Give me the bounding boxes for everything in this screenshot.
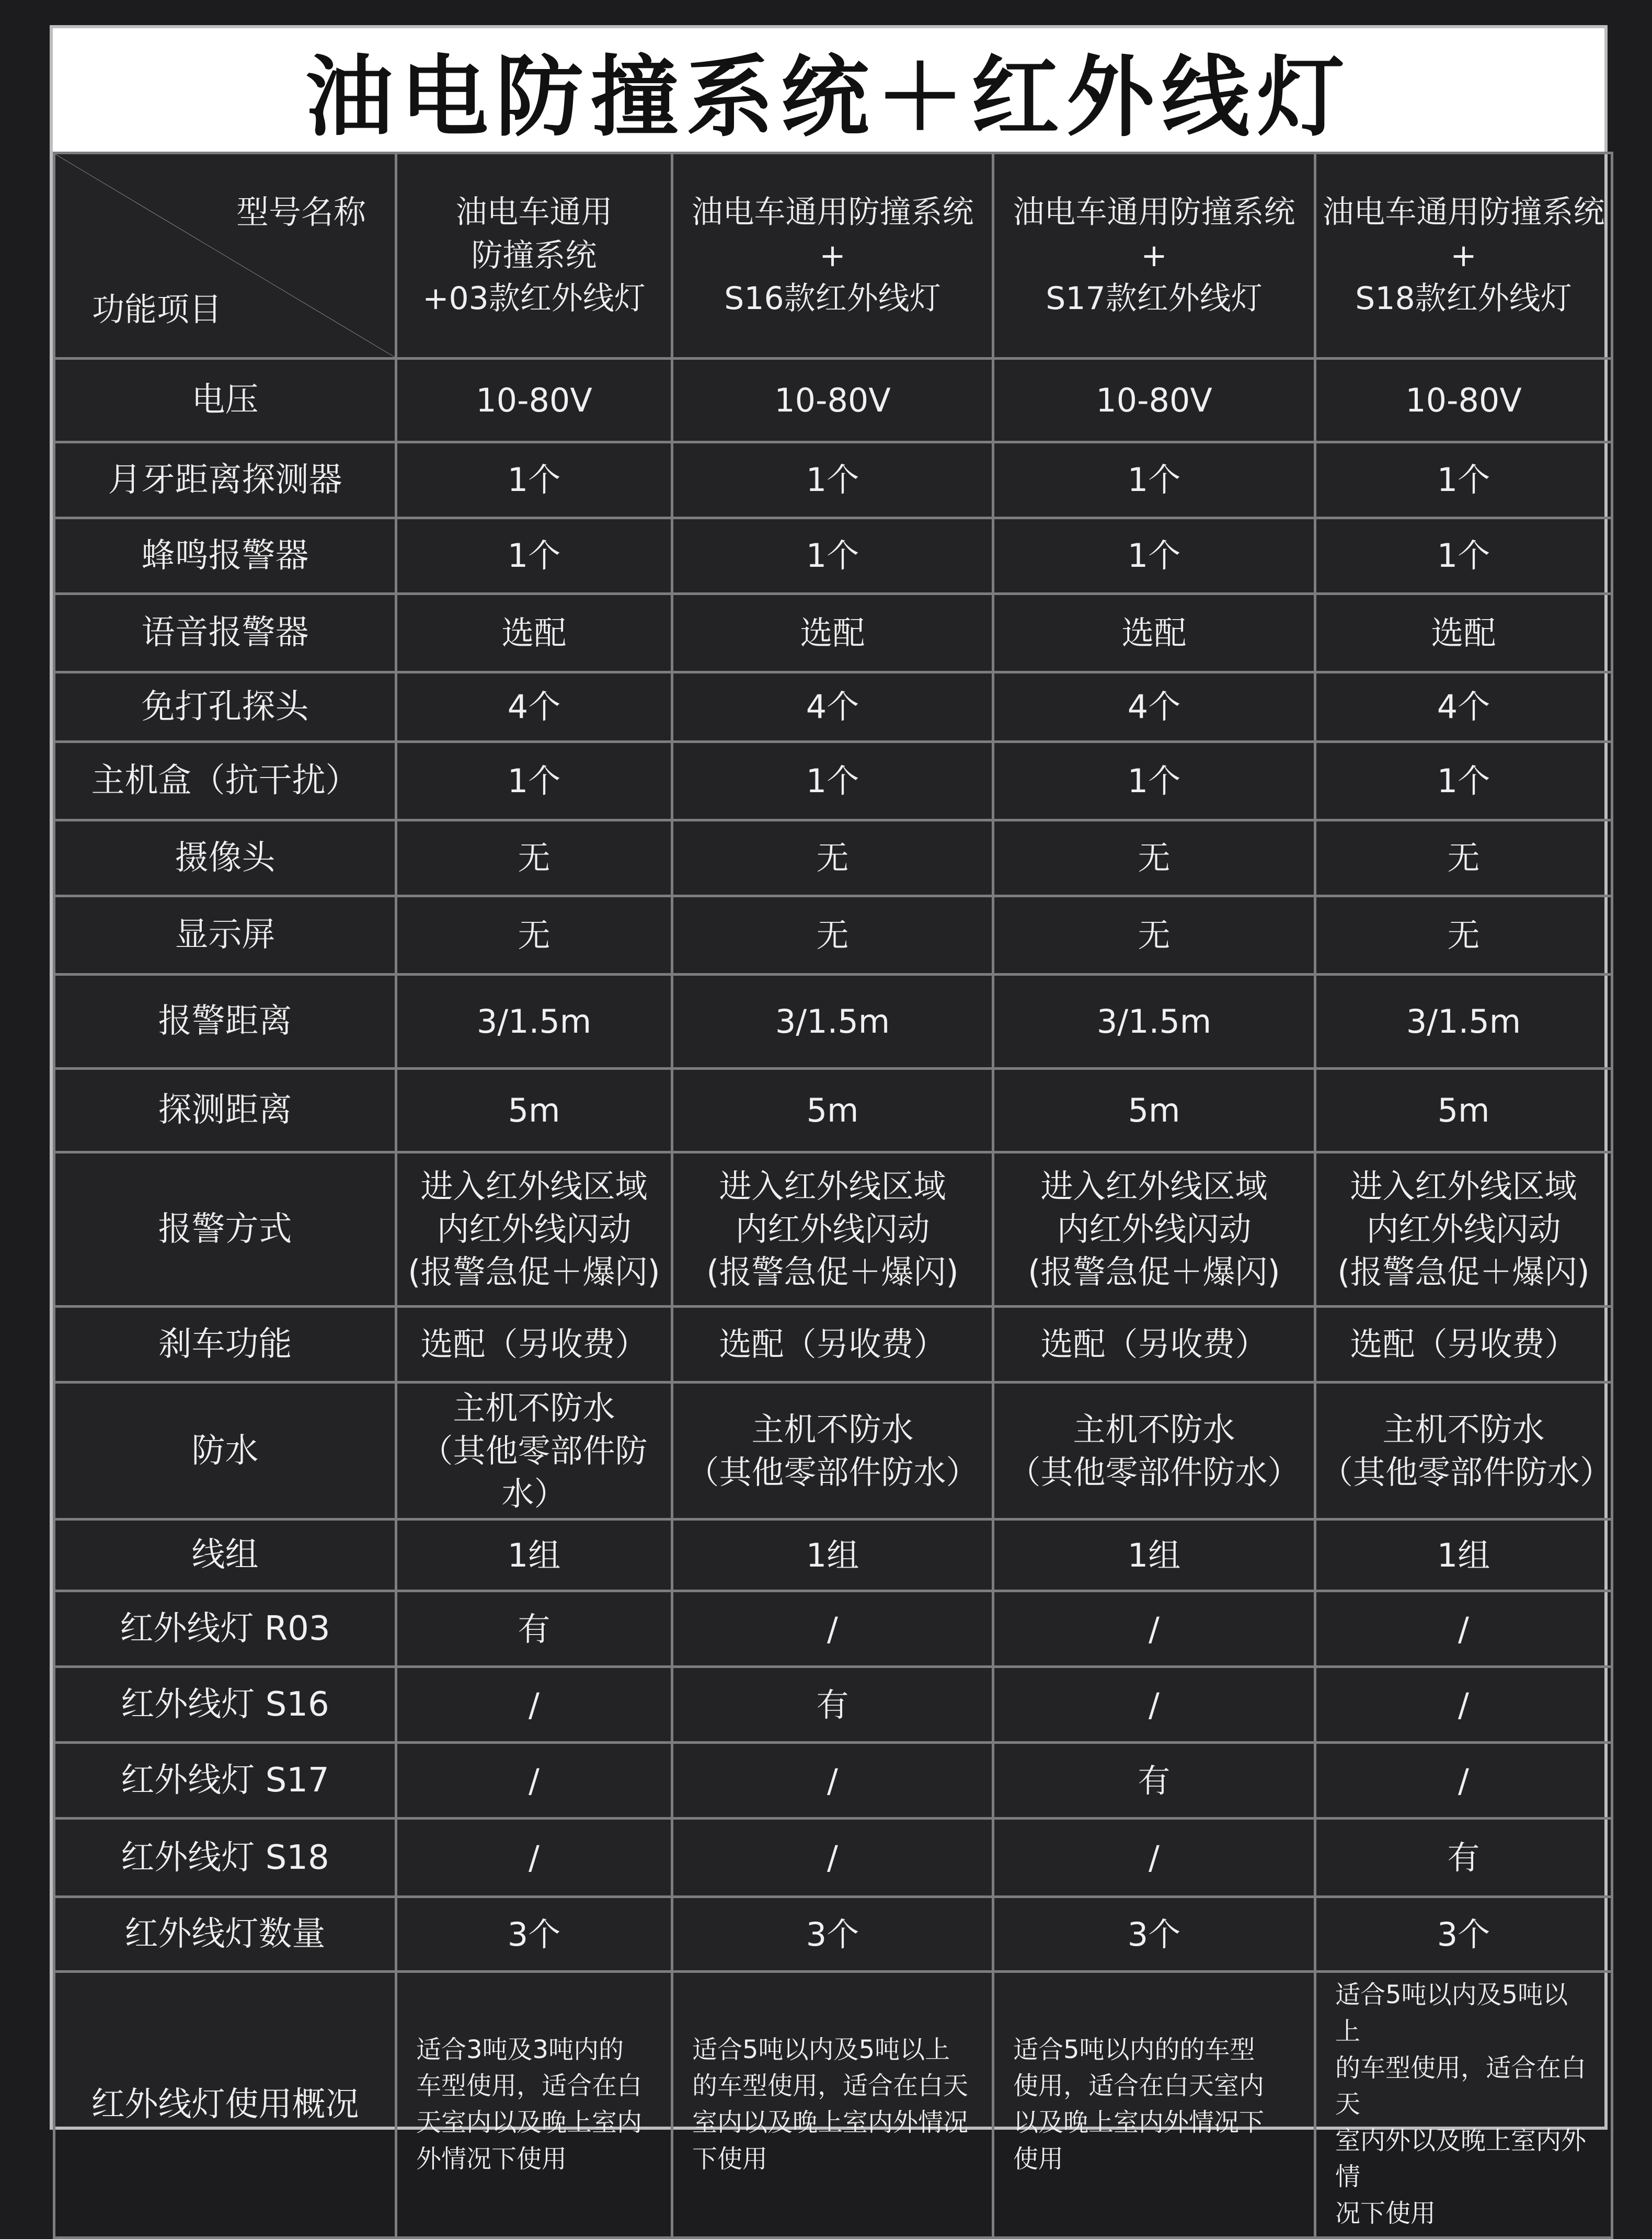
table-cell: 选配 xyxy=(396,594,672,672)
model-line: + xyxy=(1450,237,1477,274)
row-label: 主机盒（抗干扰） xyxy=(54,742,396,820)
table-cell: 10-80V xyxy=(672,359,993,442)
table-cell: 1组 xyxy=(993,1520,1315,1591)
table-cell: 1个 xyxy=(993,442,1315,518)
table-cell: 无 xyxy=(396,820,672,896)
table-cell xyxy=(396,1972,672,2237)
title-bar xyxy=(53,28,1604,152)
cell-line: 使用 xyxy=(1013,2144,1064,2174)
table-cell: / xyxy=(396,1743,672,1819)
table-cell: 1个 xyxy=(672,442,993,518)
cell-line: 内红外线闪动 xyxy=(437,1210,632,1249)
table-cell: 5m xyxy=(396,1069,672,1152)
corner-cell xyxy=(54,153,396,359)
spec-table xyxy=(53,152,1613,2239)
cell-line: 使用，适合在白天室内 xyxy=(1013,2071,1265,2101)
model-line: +03款红外线灯 xyxy=(422,280,646,317)
table-cell: 有 xyxy=(993,1743,1315,1819)
table-row xyxy=(54,1972,1612,2237)
cell-line: 车型使用，适合在白 xyxy=(416,2071,643,2101)
table-row xyxy=(54,359,1612,442)
row-label: 蜂鸣报警器 xyxy=(54,518,396,594)
row-label: 报警方式 xyxy=(54,1152,396,1307)
table-cell: 1组 xyxy=(672,1520,993,1591)
table-cell: 1组 xyxy=(1315,1520,1612,1591)
table-row xyxy=(54,1152,1612,1307)
table-cell: 选配（另收费） xyxy=(1315,1307,1612,1383)
table-cell: 4个 xyxy=(396,672,672,742)
model-line: + xyxy=(819,237,846,274)
model-line: + xyxy=(1141,237,1167,274)
cell-line: 进入红外线区域 xyxy=(1040,1167,1268,1206)
table-cell xyxy=(1315,1152,1612,1307)
table-cell: 3个 xyxy=(396,1897,672,1972)
row-label: 语音报警器 xyxy=(54,594,396,672)
model-line: S18款红外线灯 xyxy=(1355,280,1572,317)
table-cell: 1个 xyxy=(396,742,672,820)
table-cell xyxy=(672,1383,993,1520)
cell-line: 适合5吨以内及5吨以上 xyxy=(1335,1980,1568,2047)
model-header xyxy=(1315,153,1612,359)
table-cell xyxy=(672,1972,993,2237)
row-label: 线组 xyxy=(54,1520,396,1591)
table-cell: 3/1.5m xyxy=(396,975,672,1069)
table-row xyxy=(54,1383,1612,1520)
row-label: 红外线灯 S17 xyxy=(54,1743,396,1819)
table-cell: / xyxy=(993,1591,1315,1667)
table-row xyxy=(54,820,1612,896)
cell-line: 主机不防水 xyxy=(1382,1410,1545,1448)
table-cell: 5m xyxy=(672,1069,993,1152)
model-line: 油电车通用防撞系统 xyxy=(1013,193,1295,231)
table-row xyxy=(54,1743,1612,1819)
cell-line: 外情况下使用 xyxy=(416,2144,567,2174)
table-cell: 1个 xyxy=(672,742,993,820)
cell-line: 进入红外线区域 xyxy=(420,1167,648,1206)
row-label: 红外线灯数量 xyxy=(54,1897,396,1972)
table-cell: 1个 xyxy=(993,742,1315,820)
table-cell xyxy=(993,1972,1315,2237)
table-row xyxy=(54,1520,1612,1591)
cell-line: 的车型使用，适合在白天 xyxy=(1335,2053,1587,2119)
table-cell: 5m xyxy=(993,1069,1315,1152)
table-cell: 选配（另收费） xyxy=(396,1307,672,1383)
cell-line: 况下使用 xyxy=(1335,2199,1436,2229)
model-header xyxy=(396,153,672,359)
table-cell: 4个 xyxy=(672,672,993,742)
model-line: S17款红外线灯 xyxy=(1046,280,1263,317)
table-cell: 3个 xyxy=(1315,1897,1612,1972)
header-row xyxy=(54,153,1612,359)
table-cell: 无 xyxy=(1315,820,1612,896)
table-row xyxy=(54,1667,1612,1743)
cell-line: 适合3吨及3吨内的 xyxy=(416,2035,624,2064)
table-row xyxy=(54,975,1612,1069)
cell-line: （其他零部件防水） xyxy=(420,1431,648,1513)
table-cell: 3/1.5m xyxy=(672,975,993,1069)
row-label: 报警距离 xyxy=(54,975,396,1069)
cell-line: 以及晚上室内外情况下 xyxy=(1013,2108,1265,2138)
table-cell: 3个 xyxy=(672,1897,993,1972)
model-line: 油电车通用 xyxy=(455,193,613,231)
table-cell: 选配 xyxy=(993,594,1315,672)
corner-bottom-label: 功能项目 xyxy=(92,290,222,329)
cell-line: 内红外线闪动 xyxy=(1057,1210,1252,1249)
table-row xyxy=(54,672,1612,742)
table-cell xyxy=(672,1152,993,1307)
table-row xyxy=(54,1819,1612,1897)
cell-line: 天室内以及晚上室内 xyxy=(416,2108,643,2138)
table-cell: / xyxy=(396,1819,672,1897)
cell-line: 主机不防水 xyxy=(453,1389,615,1427)
table-cell: 选配 xyxy=(1315,594,1612,672)
cell-line: (报警急促＋爆闪) xyxy=(1028,1252,1280,1291)
cell-line: (报警急促＋爆闪) xyxy=(706,1252,959,1291)
row-label: 探测距离 xyxy=(54,1069,396,1152)
table-cell: 4个 xyxy=(993,672,1315,742)
table-row xyxy=(54,742,1612,820)
row-label: 刹车功能 xyxy=(54,1307,396,1383)
table-cell: 无 xyxy=(672,820,993,896)
table-cell: 1个 xyxy=(1315,518,1612,594)
table-cell: 1个 xyxy=(396,518,672,594)
model-header xyxy=(672,153,993,359)
spec-sheet xyxy=(50,25,1613,2229)
table-cell xyxy=(1315,1972,1612,2237)
table-cell: 10-80V xyxy=(1315,359,1612,442)
table-cell: 10-80V xyxy=(993,359,1315,442)
cell-line: 适合5吨以内及5吨以上 xyxy=(692,2035,950,2064)
table-cell: 3个 xyxy=(993,1897,1315,1972)
table-row xyxy=(54,1069,1612,1152)
table-cell: / xyxy=(1315,1591,1612,1667)
table-cell: / xyxy=(396,1667,672,1743)
table-cell xyxy=(993,1152,1315,1307)
cell-line: （其他零部件防水） xyxy=(686,1453,979,1491)
row-label: 月牙距离探测器 xyxy=(54,442,396,518)
table-cell xyxy=(1315,1383,1612,1520)
table-cell: 1个 xyxy=(993,518,1315,594)
row-label: 红外线灯 R03 xyxy=(54,1591,396,1667)
model-line: 油电车通用防撞系统 xyxy=(691,193,974,231)
row-label: 显示屏 xyxy=(54,896,396,975)
table-cell: 1个 xyxy=(1315,742,1612,820)
cell-line: 进入红外线区域 xyxy=(1350,1167,1577,1206)
table-row xyxy=(54,1307,1612,1383)
table-cell: / xyxy=(993,1819,1315,1897)
table-row xyxy=(54,1591,1612,1667)
row-label: 电压 xyxy=(54,359,396,442)
corner-top-label: 型号名称 xyxy=(236,193,366,231)
table-cell: 选配（另收费） xyxy=(993,1307,1315,1383)
model-header xyxy=(993,153,1315,359)
table-cell: 5m xyxy=(1315,1069,1612,1152)
table-cell: 无 xyxy=(993,820,1315,896)
row-label: 红外线灯 S18 xyxy=(54,1819,396,1897)
cell-line: 适合5吨以内的的车型 xyxy=(1013,2035,1255,2064)
cell-line: （其他零部件防水） xyxy=(1008,1453,1300,1491)
table-row xyxy=(54,518,1612,594)
table-row xyxy=(54,442,1612,518)
table-cell: 1个 xyxy=(672,518,993,594)
table-cell: 10-80V xyxy=(396,359,672,442)
table-cell: 无 xyxy=(993,896,1315,975)
table-cell: 有 xyxy=(672,1667,993,1743)
row-label: 红外线灯使用概况 xyxy=(54,1972,396,2237)
table-cell: / xyxy=(1315,1743,1612,1819)
page-title: 油电防撞系统＋红外线灯 xyxy=(305,45,1352,148)
model-line: S16款红外线灯 xyxy=(724,280,941,317)
cell-line: (报警急促＋爆闪) xyxy=(408,1252,660,1291)
table-cell: 1个 xyxy=(396,442,672,518)
table-cell: 有 xyxy=(1315,1819,1612,1897)
row-label: 免打孔探头 xyxy=(54,672,396,742)
spec-table-body xyxy=(54,153,1612,2238)
table-cell: 无 xyxy=(1315,896,1612,975)
table-cell xyxy=(993,1383,1315,1520)
table-cell: 选配 xyxy=(672,594,993,672)
table-cell xyxy=(396,1383,672,1520)
cell-line: (报警急促＋爆闪) xyxy=(1337,1252,1590,1291)
cell-line: 的车型使用，适合在白天 xyxy=(692,2071,969,2101)
table-cell: 3/1.5m xyxy=(1315,975,1612,1069)
cell-line: 内红外线闪动 xyxy=(1366,1210,1561,1249)
table-cell: 选配（另收费） xyxy=(672,1307,993,1383)
cell-line: （其他零部件防水） xyxy=(1321,1453,1613,1491)
row-label: 摄像头 xyxy=(54,820,396,896)
row-label: 防水 xyxy=(54,1383,396,1520)
table-cell: 无 xyxy=(672,896,993,975)
row-label: 红外线灯 S16 xyxy=(54,1667,396,1743)
table-row xyxy=(54,896,1612,975)
table-cell: / xyxy=(1315,1667,1612,1743)
cell-line: 下使用 xyxy=(692,2144,768,2174)
table-cell: / xyxy=(672,1819,993,1897)
table-cell: / xyxy=(993,1667,1315,1743)
table-cell: / xyxy=(672,1743,993,1819)
cell-line: 室内以及晚上室内外情况 xyxy=(692,2108,969,2138)
cell-line: 主机不防水 xyxy=(751,1410,914,1448)
table-cell: 1组 xyxy=(396,1520,672,1591)
table-cell: / xyxy=(672,1591,993,1667)
table-cell: 3/1.5m xyxy=(993,975,1315,1069)
table-cell: 4个 xyxy=(1315,672,1612,742)
cell-line: 室内外以及晚上室内外情 xyxy=(1335,2126,1587,2192)
cell-line: 主机不防水 xyxy=(1073,1410,1235,1448)
table-cell: 有 xyxy=(396,1591,672,1667)
model-line: 防撞系统 xyxy=(471,237,597,274)
table-row xyxy=(54,594,1612,672)
table-cell xyxy=(396,1152,672,1307)
cell-line: 内红外线闪动 xyxy=(735,1210,930,1249)
table-cell: 无 xyxy=(396,896,672,975)
table-row xyxy=(54,1897,1612,1972)
model-line: 油电车通用防撞系统 xyxy=(1322,193,1605,231)
table-cell: 1个 xyxy=(1315,442,1612,518)
cell-line: 进入红外线区域 xyxy=(719,1167,946,1206)
